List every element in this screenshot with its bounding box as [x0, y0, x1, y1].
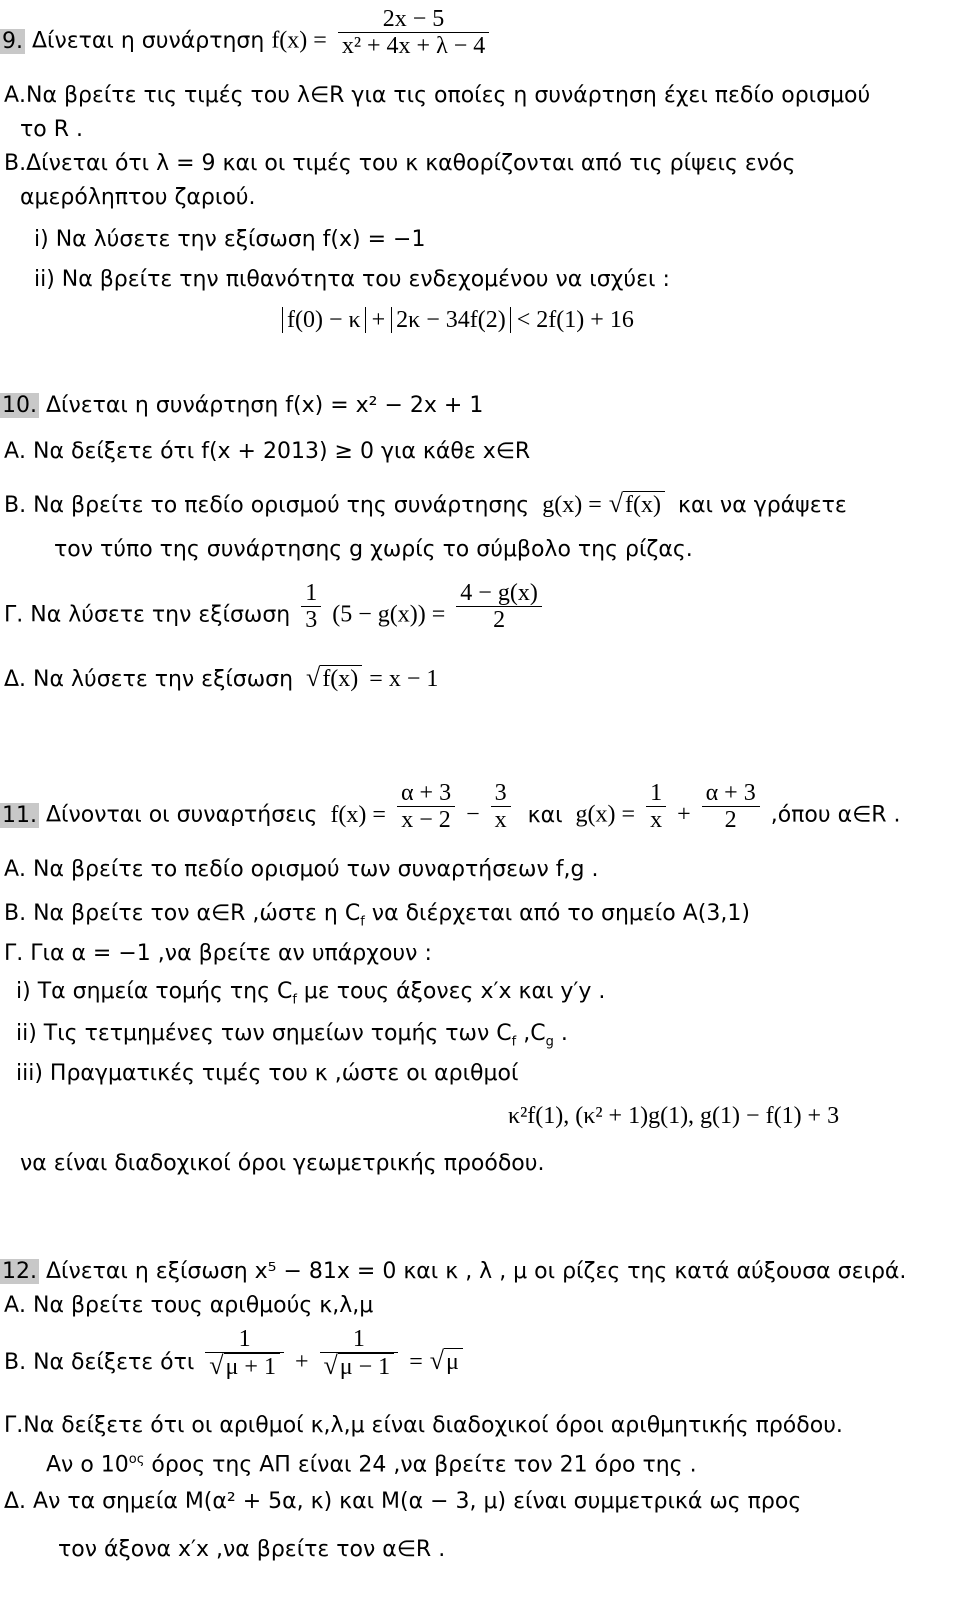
- numerator: 4 − g(x): [456, 580, 542, 607]
- subscript: f: [360, 914, 365, 930]
- problem-number: 10.: [2, 393, 37, 418]
- numerator: 1: [646, 780, 666, 807]
- p11-B: [4, 900, 750, 936]
- p9-A: Α.Να βρείτε τις τιμές του λ∈R για τις οποίες η συνάρτηση έχει πεδίο ορισμού: [4, 83, 871, 108]
- sqrt-icon: [320, 1353, 399, 1380]
- p9-intro: Δίνεται η συνάρτηση: [32, 28, 265, 54]
- p12-G-cont: [46, 1446, 697, 1479]
- p11-f-frac1: [397, 780, 455, 833]
- p12-B-plus: +: [294, 1349, 309, 1375]
- p10-G-frac1: [301, 580, 321, 633]
- p9-B-cont: αμερόληπτου ζαριού.: [20, 185, 256, 210]
- denominator: x: [650, 807, 663, 833]
- p12-D: Δ. Αν τα σημεία Μ(α² + 5α, κ) και Μ(α − 3, μ) είναι συμμετρικά ως προς: [4, 1489, 802, 1514]
- p10-B-lhs: g(x) =: [542, 492, 602, 518]
- sqrt-icon: [430, 1349, 463, 1375]
- p9-f-numerator: 2x − 5: [338, 6, 489, 33]
- p12-A: Α. Να βρείτε τους αριθμούς κ,λ,μ: [4, 1293, 374, 1318]
- p10-G-mid: (5 − g(x)) =: [332, 601, 446, 628]
- p10-G-frac2: [456, 580, 542, 633]
- p11-i: [16, 978, 605, 1014]
- p9-abs-2: 2κ − 34f(2): [391, 307, 511, 333]
- denominator: 2: [724, 807, 737, 833]
- p10-header: [0, 392, 483, 420]
- p11-iii: iii) Πραγματικές τιμές του κ ,ώστε οι αριθμοί: [16, 1061, 519, 1086]
- p11-i-text: i) Τα σημεία τομής της C: [16, 979, 293, 1004]
- denominator: μ − 1: [338, 1353, 394, 1380]
- problem-number: 12.: [2, 1259, 37, 1284]
- sqrt-icon: [609, 492, 665, 518]
- p11-iii-expr: κ²f(1), (κ² + 1)g(1), g(1) − f(1) + 3: [508, 1103, 840, 1129]
- p11-f-minus: −: [466, 801, 480, 828]
- denominator: x − 2: [401, 807, 451, 833]
- p12-B-eq: =: [409, 1349, 423, 1375]
- p9-header: [0, 6, 493, 59]
- denominator: 3: [305, 607, 318, 633]
- p11-ii-end: .: [553, 1021, 568, 1046]
- p9-plus: +: [371, 307, 386, 333]
- p10-B-radicand: f(x): [623, 491, 665, 518]
- p11-tail: ,όπου α∈R .: [770, 802, 901, 828]
- subscript: f: [511, 1034, 517, 1050]
- p12-G: Γ.Να δείξετε ότι οι αριθμοί κ,λ,μ είναι διαδοχικοί όροι αριθμητικής πρόδου.: [4, 1413, 843, 1438]
- p11-f-frac2: [491, 780, 511, 833]
- p12-B-text: Β. Να δείξετε ότι: [4, 1350, 195, 1375]
- p10-B-cont: τον τύπο της συνάρτησης g χωρίς το σύμβολο της ρίζας.: [54, 537, 693, 562]
- p11-intro: Δίνονται οι συναρτήσεις: [46, 802, 318, 828]
- p11-i-end: με τους άξονες x′x και y′y .: [296, 979, 606, 1004]
- p9-B: Β.Δίνεται ότι λ = 9 και οι τιμές του κ καθορίζονται από τις ρίψεις ενός: [4, 151, 796, 176]
- numerator: α + 3: [702, 780, 760, 807]
- denominator: x: [494, 807, 507, 833]
- p11-g-lhs: g(x) =: [575, 801, 636, 828]
- p11-ii-mid: ,C: [516, 1021, 546, 1046]
- p10-B-text: Β. Να βρείτε το πεδίο ορισμού της συνάρτησης: [4, 493, 530, 518]
- p9-A-cont: το R .: [20, 117, 83, 142]
- p10-G-text: Γ. Να λύσετε την εξίσωση: [4, 602, 291, 628]
- p9-f-denominator: x² + 4x + λ − 4: [341, 33, 486, 59]
- numerator: α + 3: [397, 780, 455, 807]
- subscript: g: [545, 1034, 554, 1050]
- p10-D-radicand: f(x): [320, 665, 362, 692]
- p11-ii: [16, 1020, 568, 1056]
- p12-intro: Δίνεται η εξίσωση x⁵ − 81x = 0 και κ , λ , μ οι ρίζες της κατά αύξουσα σειρά.: [46, 1259, 907, 1284]
- p11-B-end: να διέρχεται από το σημείο Α(3,1): [364, 901, 750, 926]
- p12-B-frac1: [205, 1326, 284, 1380]
- p9-i: i) Να λύσετε την εξίσωση f(x) = −1: [34, 227, 426, 252]
- p12-G-cont-b: όρος της ΑΠ είναι 24 ,να βρείτε τον 21 όρο της .: [144, 1452, 697, 1478]
- p11-B-text: Β. Να βρείτε τον α∈R ,ώστε η C: [4, 901, 361, 926]
- p9-inequality: [282, 306, 634, 334]
- p11-g-frac1: [646, 780, 666, 833]
- p11-f-lhs: f(x) =: [330, 801, 386, 828]
- p12-header: [0, 1258, 906, 1286]
- problem-number: 11.: [2, 802, 37, 828]
- p11-G: Γ. Για α = −1 ,να βρείτε αν υπάρχουν :: [4, 941, 432, 966]
- problem-number: 9.: [2, 28, 23, 54]
- p11-g-frac2: [702, 780, 760, 833]
- p12-B-rhs: μ: [444, 1348, 463, 1375]
- p10-D: [4, 664, 438, 694]
- p11-iii-tail: να είναι διαδοχικοί όροι γεωμετρικής προόδου.: [20, 1151, 545, 1176]
- p12-B-frac2: [320, 1326, 399, 1380]
- p9-f-lhs: f(x) =: [271, 27, 327, 54]
- p12-G-cont-a: Αν ο 10: [46, 1452, 129, 1478]
- sqrt-icon: [306, 666, 362, 692]
- p10-B-end: και να γράψετε: [678, 493, 847, 518]
- p10-D-text: Δ. Να λύσετε την εξίσωση: [4, 667, 294, 692]
- sqrt-icon: [205, 1353, 284, 1380]
- p9-ii: ii) Να βρείτε την πιθανότητα του ενδεχομένου να ισχύει :: [34, 267, 670, 292]
- superscript: ος: [128, 1452, 145, 1467]
- p11-g-plus: +: [677, 801, 691, 828]
- p12-B: [4, 1326, 463, 1380]
- numerator: 1: [301, 580, 321, 607]
- p9-f-fraction: [338, 6, 489, 59]
- p9-abs-1: f(0) − κ: [282, 307, 366, 333]
- p12-D-cont: τον άξονα x′x ,να βρείτε τον α∈R .: [58, 1537, 446, 1562]
- p11-and: και: [527, 802, 563, 828]
- p10-intro: Δίνεται η συνάρτηση f(x) = x² − 2x + 1: [46, 393, 484, 418]
- p10-A: Α. Να δείξετε ότι f(x + 2013) ≥ 0 για κάθε x∈R: [4, 439, 531, 464]
- p11-A: Α. Να βρείτε το πεδίο ορισμού των συναρτήσεων f,g .: [4, 857, 599, 882]
- numerator: 3: [491, 780, 511, 807]
- p10-B: [4, 490, 847, 520]
- denominator: μ + 1: [224, 1353, 280, 1380]
- p9-rhs: < 2f(1) + 16: [516, 307, 634, 333]
- p10-D-rhs: = x − 1: [369, 666, 439, 692]
- numerator: 1: [320, 1326, 399, 1353]
- denominator: 2: [493, 607, 506, 633]
- subscript: f: [292, 992, 297, 1008]
- p10-G: [4, 580, 546, 633]
- numerator: 1: [205, 1326, 284, 1353]
- p11-ii-text: ii) Τις τετμημένες των σημείων τομής των C: [16, 1021, 512, 1046]
